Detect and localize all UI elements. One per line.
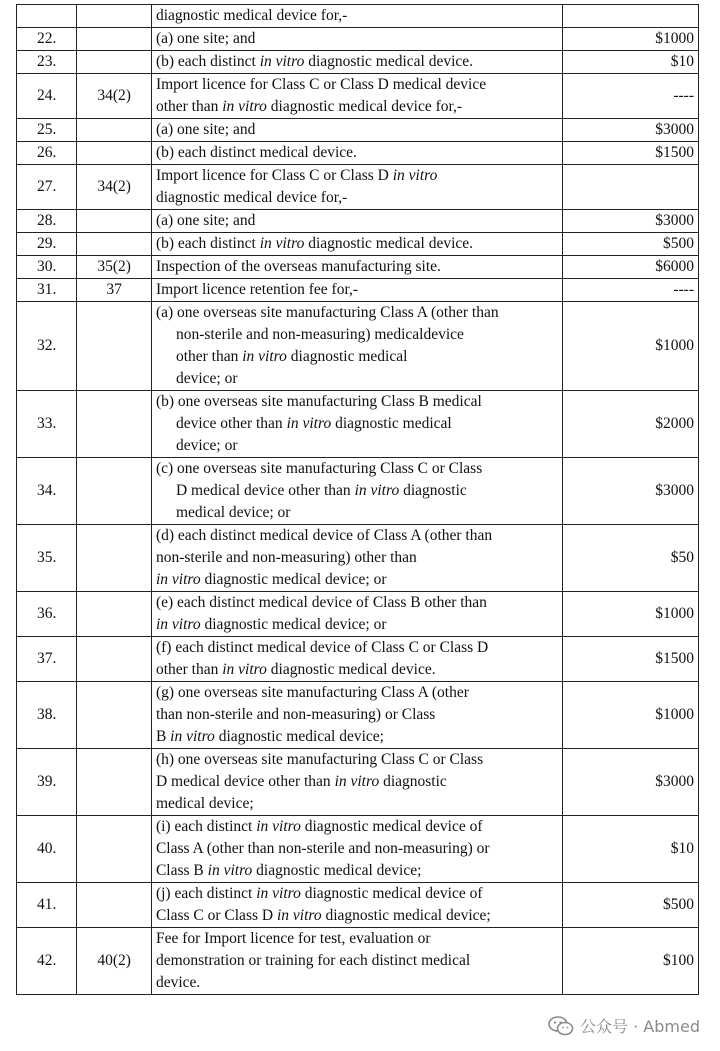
description-line: medical device; (155, 795, 254, 812)
watermark-text: 公众号 · Abmed (580, 1017, 700, 1036)
description-line: other than in vitro diagnostic medical device for,- (155, 98, 463, 115)
section-ref (77, 119, 152, 142)
description-line: (i) each distinct in vitro diagnostic medical device of (155, 818, 483, 835)
row-number: 28. (17, 210, 77, 233)
fee-amount: $500 (562, 883, 698, 928)
row-number: 32. (17, 302, 77, 391)
section-ref (77, 682, 152, 749)
table-row (17, 119, 699, 142)
description-line: (b) each distinct in vitro diagnostic medical device. (155, 235, 474, 252)
fee-description (151, 142, 562, 165)
description-line: (b) each distinct in vitro diagnostic medical device. (155, 53, 474, 70)
fee-amount: $3000 (562, 119, 698, 142)
description-line: Class C or Class D in vitro diagnostic medical device; (155, 907, 491, 924)
row-number (17, 5, 77, 28)
watermark (548, 1014, 700, 1037)
section-ref (77, 749, 152, 816)
description-line: (a) one site; and (155, 30, 256, 47)
table-row (17, 883, 699, 928)
fee-description (151, 525, 562, 592)
table-row (17, 74, 699, 119)
description-line: other than in vitro diagnostic medical (175, 348, 408, 365)
fee-description (151, 458, 562, 525)
description-line: other than in vitro diagnostic medical device. (155, 661, 436, 678)
fee-amount (562, 5, 698, 28)
row-number: 31. (17, 279, 77, 302)
fee-amount: ---- (562, 279, 698, 302)
fee-amount: $6000 (562, 256, 698, 279)
description-line: B in vitro diagnostic medical device; (155, 728, 384, 745)
description-line: (f) each distinct medical device of Class C or Class D (155, 639, 489, 656)
fee-amount: $1000 (562, 28, 698, 51)
fee-amount: $3000 (562, 210, 698, 233)
fee-amount: $50 (562, 525, 698, 592)
section-ref (77, 233, 152, 256)
fee-amount: $10 (562, 51, 698, 74)
description-line: Import licence for Class C or Class D in vitro (155, 167, 438, 184)
fee-description (151, 165, 562, 210)
table-row (17, 142, 699, 165)
section-ref (77, 28, 152, 51)
fee-description (151, 682, 562, 749)
row-number: 38. (17, 682, 77, 749)
fee-description (151, 928, 562, 995)
section-ref (77, 637, 152, 682)
description-line: in vitro diagnostic medical device; or (155, 571, 387, 588)
row-number: 27. (17, 165, 77, 210)
fee-amount: $10 (562, 816, 698, 883)
fee-description (151, 5, 562, 28)
wechat-icon (548, 1016, 574, 1036)
table-row (17, 592, 699, 637)
table-row (17, 233, 699, 256)
description-line: non-sterile and non-measuring) medicaldevice (175, 326, 464, 343)
description-line: (h) one overseas site manufacturing Class C or Class (155, 751, 484, 768)
fee-amount: $1000 (562, 682, 698, 749)
fee-amount: $2000 (562, 391, 698, 458)
description-line: device; or (175, 437, 238, 454)
section-ref: 37 (77, 279, 152, 302)
description-line: than non-sterile and non-measuring) or Class (155, 706, 436, 723)
description-line: Class B in vitro diagnostic medical device; (155, 862, 422, 879)
description-line: (g) one overseas site manufacturing Class A (other (155, 684, 469, 701)
table-row (17, 5, 699, 28)
section-ref: 34(2) (77, 165, 152, 210)
fee-description (151, 637, 562, 682)
fee-amount: $1500 (562, 637, 698, 682)
description-line: D medical device other than in vitro diagnostic (155, 773, 447, 790)
description-line: (a) one overseas site manufacturing Class A (other than (155, 304, 499, 321)
description-line: Class A (other than non-sterile and non-measuring) or (155, 840, 490, 857)
section-ref (77, 302, 152, 391)
description-line: Fee for Import licence for test, evaluation or (155, 930, 431, 947)
section-ref: 34(2) (77, 74, 152, 119)
row-number: 23. (17, 51, 77, 74)
row-number: 33. (17, 391, 77, 458)
fee-table (16, 4, 699, 995)
row-number: 42. (17, 928, 77, 995)
table-row (17, 28, 699, 51)
table-row (17, 279, 699, 302)
description-line: (j) each distinct in vitro diagnostic medical device of (155, 885, 483, 902)
fee-description (151, 279, 562, 302)
table-row (17, 391, 699, 458)
table-row (17, 682, 699, 749)
table-row (17, 637, 699, 682)
row-number: 30. (17, 256, 77, 279)
description-line: Inspection of the overseas manufacturing site. (155, 258, 441, 275)
row-number: 35. (17, 525, 77, 592)
description-line: Import licence for Class C or Class D medical device (155, 76, 487, 93)
section-ref (77, 592, 152, 637)
section-ref (77, 816, 152, 883)
description-line: (d) each distinct medical device of Class A (other than (155, 527, 493, 544)
section-ref (77, 210, 152, 233)
row-number: 39. (17, 749, 77, 816)
section-ref (77, 51, 152, 74)
fee-amount: $1500 (562, 142, 698, 165)
row-number: 37. (17, 637, 77, 682)
section-ref (77, 525, 152, 592)
table-row (17, 165, 699, 210)
description-line: in vitro diagnostic medical device; or (155, 616, 387, 633)
fee-description (151, 749, 562, 816)
fee-amount: $100 (562, 928, 698, 995)
fee-description (151, 302, 562, 391)
fee-amount: ---- (562, 74, 698, 119)
table-row (17, 749, 699, 816)
fee-description (151, 233, 562, 256)
fee-amount: $500 (562, 233, 698, 256)
table-row (17, 210, 699, 233)
fee-description (151, 210, 562, 233)
row-number: 24. (17, 74, 77, 119)
description-line: non-sterile and non-measuring) other than (155, 549, 417, 566)
fee-amount: $1000 (562, 592, 698, 637)
table-row (17, 302, 699, 391)
section-ref: 35(2) (77, 256, 152, 279)
description-line: (b) one overseas site manufacturing Class B medical (155, 393, 482, 410)
fee-description (151, 592, 562, 637)
row-number: 41. (17, 883, 77, 928)
fee-amount: $3000 (562, 749, 698, 816)
section-ref (77, 142, 152, 165)
fee-description (151, 74, 562, 119)
description-line: device. (155, 974, 201, 991)
row-number: 40. (17, 816, 77, 883)
description-line: (a) one site; and (155, 212, 256, 229)
table-row (17, 816, 699, 883)
row-number: 36. (17, 592, 77, 637)
fee-amount: $3000 (562, 458, 698, 525)
description-line: demonstration or training for each distinct medical (155, 952, 471, 969)
row-number: 26. (17, 142, 77, 165)
description-line: diagnostic medical device for,- (155, 7, 348, 24)
table-row (17, 51, 699, 74)
description-line: (b) each distinct medical device. (155, 144, 357, 161)
table-row (17, 525, 699, 592)
section-ref (77, 5, 152, 28)
fee-description (151, 391, 562, 458)
fee-description (151, 816, 562, 883)
fee-description (151, 51, 562, 74)
fee-description (151, 119, 562, 142)
table-row (17, 458, 699, 525)
fee-description (151, 883, 562, 928)
description-line: diagnostic medical device for,- (155, 189, 348, 206)
row-number: 29. (17, 233, 77, 256)
fee-amount: $1000 (562, 302, 698, 391)
section-ref: 40(2) (77, 928, 152, 995)
section-ref (77, 883, 152, 928)
section-ref (77, 458, 152, 525)
row-number: 34. (17, 458, 77, 525)
description-line: device other than in vitro diagnostic medical (175, 415, 452, 432)
fee-amount (562, 165, 698, 210)
fee-description (151, 256, 562, 279)
row-number: 25. (17, 119, 77, 142)
row-number: 22. (17, 28, 77, 51)
fee-description (151, 28, 562, 51)
description-line: (c) one overseas site manufacturing Class C or Class (155, 460, 483, 477)
description-line: D medical device other than in vitro diagnostic (175, 482, 467, 499)
description-line: device; or (175, 370, 238, 387)
description-line: medical device; or (175, 504, 291, 521)
description-line: Import licence retention fee for,- (155, 281, 359, 298)
section-ref (77, 391, 152, 458)
description-line: (e) each distinct medical device of Class B other than (155, 594, 487, 611)
table-row (17, 256, 699, 279)
table-row (17, 928, 699, 995)
description-line: (a) one site; and (155, 121, 256, 138)
